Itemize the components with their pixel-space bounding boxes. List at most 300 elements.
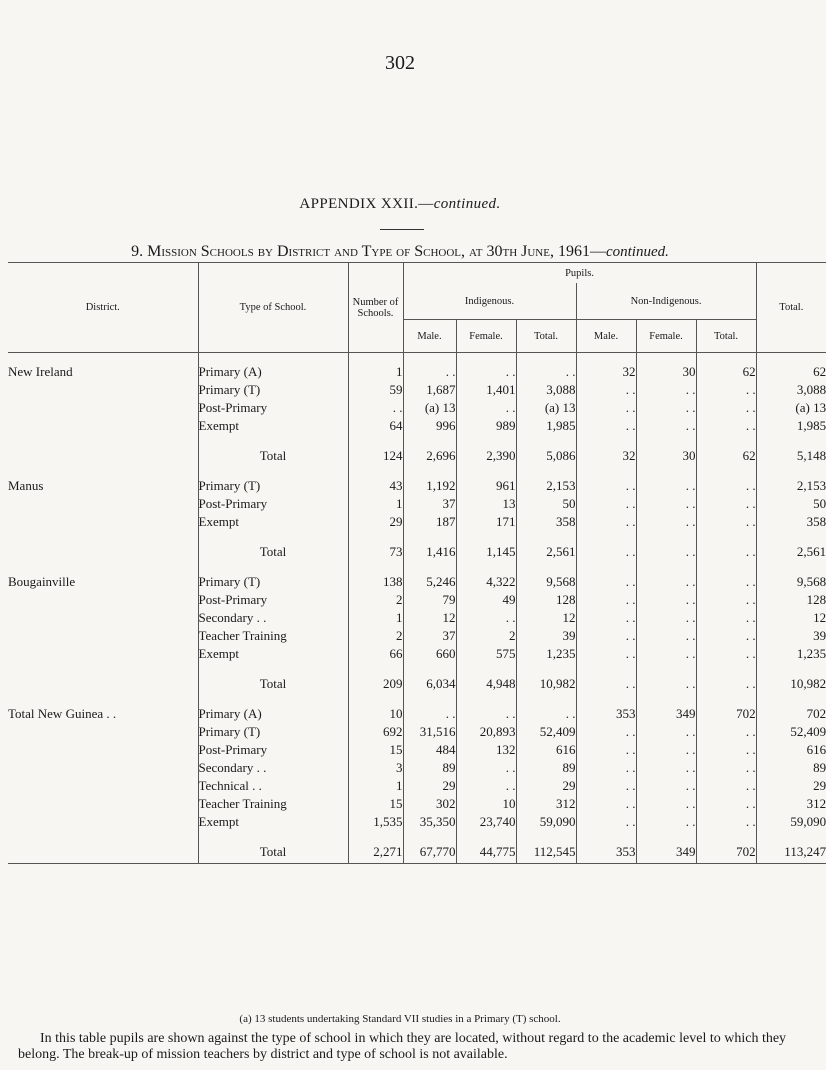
number-of-schools-cell: 73 xyxy=(348,541,403,563)
table-body xyxy=(8,353,826,864)
table-row xyxy=(8,645,826,663)
spacer-row xyxy=(8,831,826,841)
spacer-row xyxy=(8,531,826,541)
header-pupils: Pupils. xyxy=(403,263,756,284)
spacer-cell xyxy=(348,695,403,705)
spacer-cell xyxy=(456,831,516,841)
spacer-row xyxy=(8,353,826,364)
indigenous-male-cell: . . xyxy=(403,363,456,381)
spacer-cell xyxy=(576,831,636,841)
total-cell: 10,982 xyxy=(756,673,826,695)
non-indigenous-total-cell: . . xyxy=(696,573,756,591)
spacer-row xyxy=(8,435,826,445)
district-name: Bougainville xyxy=(8,574,76,589)
appendix-heading xyxy=(0,196,800,213)
table-row xyxy=(8,723,826,741)
district-cell xyxy=(8,627,198,645)
table-row xyxy=(8,381,826,399)
indigenous-male-cell: 660 xyxy=(403,645,456,663)
indigenous-total-cell: 112,545 xyxy=(516,841,576,864)
table-row xyxy=(8,705,826,723)
number-of-schools-cell: 15 xyxy=(348,741,403,759)
type-of-school-cell: Exempt xyxy=(198,417,348,435)
header-non-indigenous-female: Female. xyxy=(636,320,696,353)
non-indigenous-male-cell: 353 xyxy=(576,841,636,864)
non-indigenous-male-cell: . . xyxy=(576,495,636,513)
non-indigenous-female-cell: 30 xyxy=(636,363,696,381)
spacer-cell xyxy=(696,435,756,445)
district-cell xyxy=(8,777,198,795)
number-of-schools-cell: 66 xyxy=(348,645,403,663)
non-indigenous-male-cell: . . xyxy=(576,645,636,663)
spacer-cell xyxy=(348,467,403,477)
non-indigenous-female-cell: . . xyxy=(636,399,696,417)
number-of-schools-cell: 1,535 xyxy=(348,813,403,831)
indigenous-total-cell: 89 xyxy=(516,759,576,777)
spacer-cell xyxy=(516,467,576,477)
district-cell xyxy=(8,813,198,831)
indigenous-female-cell: 2,390 xyxy=(456,445,516,467)
spacer-cell xyxy=(696,695,756,705)
indigenous-female-cell: . . xyxy=(456,399,516,417)
district-cell xyxy=(8,645,198,663)
non-indigenous-total-cell: 62 xyxy=(696,445,756,467)
spacer-cell xyxy=(576,563,636,573)
non-indigenous-female-cell: 349 xyxy=(636,705,696,723)
district-cell xyxy=(8,513,198,531)
spacer-cell xyxy=(576,531,636,541)
spacer-cell xyxy=(696,467,756,477)
table-row xyxy=(8,477,826,495)
spacer-cell xyxy=(696,531,756,541)
non-indigenous-female-cell: . . xyxy=(636,591,696,609)
non-indigenous-total-cell: . . xyxy=(696,627,756,645)
spacer-cell xyxy=(198,531,348,541)
indigenous-total-cell: 50 xyxy=(516,495,576,513)
non-indigenous-female-cell: . . xyxy=(636,673,696,695)
total-label: Total xyxy=(198,541,348,563)
spacer-cell xyxy=(636,467,696,477)
total-cell: (a) 13 xyxy=(756,399,826,417)
indigenous-female-cell: . . xyxy=(456,759,516,777)
spacer-cell xyxy=(696,353,756,364)
indigenous-total-cell: 128 xyxy=(516,591,576,609)
non-indigenous-total-cell: . . xyxy=(696,399,756,417)
header-number-of-schools: Number of Schools. xyxy=(348,263,403,353)
non-indigenous-male-cell: . . xyxy=(576,813,636,831)
total-cell: 1,985 xyxy=(756,417,826,435)
header-indigenous-female: Female. xyxy=(456,320,516,353)
non-indigenous-total-cell: . . xyxy=(696,645,756,663)
indigenous-female-cell: 13 xyxy=(456,495,516,513)
non-indigenous-female-cell: . . xyxy=(636,541,696,563)
indigenous-female-cell: 20,893 xyxy=(456,723,516,741)
spacer-cell xyxy=(756,353,826,364)
indigenous-male-cell: 1,416 xyxy=(403,541,456,563)
indigenous-total-cell: . . xyxy=(516,363,576,381)
non-indigenous-male-cell: . . xyxy=(576,759,636,777)
indigenous-female-cell: 171 xyxy=(456,513,516,531)
non-indigenous-total-cell: . . xyxy=(696,673,756,695)
non-indigenous-total-cell: . . xyxy=(696,513,756,531)
spacer-cell xyxy=(516,435,576,445)
total-cell: 62 xyxy=(756,363,826,381)
non-indigenous-total-cell: . . xyxy=(696,723,756,741)
number-of-schools-cell: 3 xyxy=(348,759,403,777)
non-indigenous-total-cell: . . xyxy=(696,777,756,795)
indigenous-male-cell: 31,516 xyxy=(403,723,456,741)
spacer-cell xyxy=(516,563,576,573)
indigenous-male-cell: 1,192 xyxy=(403,477,456,495)
spacer-cell xyxy=(516,831,576,841)
district-name: Total New Guinea . . xyxy=(8,706,117,721)
indigenous-female-cell: 961 xyxy=(456,477,516,495)
header-indigenous-male: Male. xyxy=(403,320,456,353)
header-total: Total. xyxy=(756,263,826,353)
indigenous-male-cell: 12 xyxy=(403,609,456,627)
header-district: District. xyxy=(8,263,198,353)
spacer-cell xyxy=(636,353,696,364)
indigenous-male-cell: (a) 13 xyxy=(403,399,456,417)
table-title xyxy=(10,243,790,261)
non-indigenous-male-cell: . . xyxy=(576,477,636,495)
non-indigenous-female-cell: . . xyxy=(636,777,696,795)
spacer-cell xyxy=(636,695,696,705)
non-indigenous-total-cell: 62 xyxy=(696,363,756,381)
spacer-cell xyxy=(403,467,456,477)
indigenous-male-cell: 29 xyxy=(403,777,456,795)
spacer-cell xyxy=(516,663,576,673)
type-of-school-cell: Primary (T) xyxy=(198,477,348,495)
spacer-cell xyxy=(198,663,348,673)
table-row xyxy=(8,417,826,435)
spacer-cell xyxy=(198,831,348,841)
non-indigenous-female-cell: . . xyxy=(636,795,696,813)
district-name: New Ireland xyxy=(8,364,73,379)
spacer-cell xyxy=(576,663,636,673)
spacer-cell xyxy=(8,353,198,364)
explanatory-paragraph: In this table pupils are shown against the type of school in which they are located, without regard to the academic level to which they belong. The break-up of mission teachers by district and type of school is not available. xyxy=(18,1031,787,1062)
district-name: Manus xyxy=(8,478,44,493)
number-of-schools-cell: 209 xyxy=(348,673,403,695)
total-cell: 3,088 xyxy=(756,381,826,399)
total-row xyxy=(8,673,826,695)
spacer-cell xyxy=(348,831,403,841)
district-cell xyxy=(8,741,198,759)
spacer-cell xyxy=(198,353,348,364)
total-cell: 113,247 xyxy=(756,841,826,864)
district-cell xyxy=(8,591,198,609)
district-cell xyxy=(8,673,198,695)
non-indigenous-total-cell: . . xyxy=(696,381,756,399)
spacer-cell xyxy=(456,531,516,541)
indigenous-female-cell: 44,775 xyxy=(456,841,516,864)
type-of-school-cell: Post-Primary xyxy=(198,741,348,759)
spacer-cell xyxy=(756,531,826,541)
total-cell: 702 xyxy=(756,705,826,723)
number-of-schools-cell: 2 xyxy=(348,627,403,645)
spacer-cell xyxy=(8,531,198,541)
header-non-indigenous-total: Total. xyxy=(696,320,756,353)
non-indigenous-female-cell: . . xyxy=(636,723,696,741)
spacer-cell xyxy=(516,353,576,364)
total-cell: 312 xyxy=(756,795,826,813)
number-of-schools-cell: 10 xyxy=(348,705,403,723)
indigenous-male-cell: 37 xyxy=(403,627,456,645)
non-indigenous-total-cell: 702 xyxy=(696,841,756,864)
type-of-school-cell: Exempt xyxy=(198,813,348,831)
type-of-school-cell: Exempt xyxy=(198,645,348,663)
indigenous-male-cell: . . xyxy=(403,705,456,723)
spacer-row xyxy=(8,663,826,673)
indigenous-male-cell: 187 xyxy=(403,513,456,531)
header-non-indigenous: Non-Indigenous. xyxy=(576,283,756,320)
indigenous-female-cell: 4,322 xyxy=(456,573,516,591)
non-indigenous-male-cell: 32 xyxy=(576,445,636,467)
number-of-schools-cell: 138 xyxy=(348,573,403,591)
non-indigenous-total-cell: . . xyxy=(696,759,756,777)
indigenous-female-cell: 49 xyxy=(456,591,516,609)
header-type-of-school: Type of School. xyxy=(198,263,348,353)
number-of-schools-cell: 64 xyxy=(348,417,403,435)
table-row xyxy=(8,573,826,591)
non-indigenous-total-cell: . . xyxy=(696,609,756,627)
indigenous-male-cell: 1,687 xyxy=(403,381,456,399)
spacer-cell xyxy=(348,435,403,445)
spacer-cell xyxy=(636,435,696,445)
spacer-cell xyxy=(403,435,456,445)
district-cell xyxy=(8,495,198,513)
indigenous-male-cell: 35,350 xyxy=(403,813,456,831)
indigenous-male-cell: 79 xyxy=(403,591,456,609)
total-cell: 89 xyxy=(756,759,826,777)
spacer-cell xyxy=(636,563,696,573)
indigenous-total-cell: . . xyxy=(516,705,576,723)
non-indigenous-total-cell: . . xyxy=(696,813,756,831)
type-of-school-cell: Primary (A) xyxy=(198,705,348,723)
statistics-table xyxy=(8,262,826,864)
spacer-cell xyxy=(403,663,456,673)
spacer-cell xyxy=(348,563,403,573)
heading-rule xyxy=(380,229,424,230)
indigenous-total-cell: 10,982 xyxy=(516,673,576,695)
non-indigenous-female-cell: . . xyxy=(636,513,696,531)
non-indigenous-total-cell: . . xyxy=(696,541,756,563)
district-cell xyxy=(8,795,198,813)
non-indigenous-female-cell: . . xyxy=(636,645,696,663)
indigenous-total-cell: 2,561 xyxy=(516,541,576,563)
number-of-schools-cell: 124 xyxy=(348,445,403,467)
total-cell: 616 xyxy=(756,741,826,759)
type-of-school-cell: Secondary . . xyxy=(198,759,348,777)
spacer-cell xyxy=(456,563,516,573)
non-indigenous-female-cell: 349 xyxy=(636,841,696,864)
indigenous-total-cell: 59,090 xyxy=(516,813,576,831)
indigenous-female-cell: 10 xyxy=(456,795,516,813)
spacer-cell xyxy=(8,435,198,445)
spacer-row xyxy=(8,467,826,477)
type-of-school-cell: Primary (T) xyxy=(198,381,348,399)
number-of-schools-cell: . . xyxy=(348,399,403,417)
non-indigenous-total-cell: . . xyxy=(696,495,756,513)
non-indigenous-total-cell: . . xyxy=(696,741,756,759)
spacer-cell xyxy=(348,663,403,673)
spacer-cell xyxy=(636,663,696,673)
spacer-cell xyxy=(756,695,826,705)
indigenous-male-cell: 6,034 xyxy=(403,673,456,695)
non-indigenous-male-cell: . . xyxy=(576,417,636,435)
non-indigenous-female-cell: . . xyxy=(636,495,696,513)
spacer-cell xyxy=(516,531,576,541)
district-cell xyxy=(8,399,198,417)
indigenous-female-cell: 132 xyxy=(456,741,516,759)
non-indigenous-male-cell: . . xyxy=(576,381,636,399)
table-row xyxy=(8,399,826,417)
non-indigenous-male-cell: . . xyxy=(576,609,636,627)
spacer-cell xyxy=(636,831,696,841)
type-of-school-cell: Post-Primary xyxy=(198,495,348,513)
spacer-cell xyxy=(576,695,636,705)
table-row xyxy=(8,741,826,759)
spacer-cell xyxy=(456,663,516,673)
indigenous-female-cell: 4,948 xyxy=(456,673,516,695)
spacer-cell xyxy=(198,695,348,705)
total-row xyxy=(8,541,826,563)
indigenous-female-cell: 575 xyxy=(456,645,516,663)
total-cell: 5,148 xyxy=(756,445,826,467)
spacer-cell xyxy=(198,435,348,445)
non-indigenous-male-cell: . . xyxy=(576,741,636,759)
total-label: Total xyxy=(198,445,348,467)
number-of-schools-cell: 43 xyxy=(348,477,403,495)
spacer-cell xyxy=(8,663,198,673)
type-of-school-cell: Primary (T) xyxy=(198,573,348,591)
indigenous-female-cell: 1,401 xyxy=(456,381,516,399)
indigenous-female-cell: 1,145 xyxy=(456,541,516,563)
header-indigenous: Indigenous. xyxy=(403,283,576,320)
table-row xyxy=(8,609,826,627)
indigenous-total-cell: 2,153 xyxy=(516,477,576,495)
non-indigenous-male-cell: . . xyxy=(576,541,636,563)
indigenous-total-cell: 3,088 xyxy=(516,381,576,399)
spacer-cell xyxy=(756,467,826,477)
header-indigenous-total: Total. xyxy=(516,320,576,353)
district-cell xyxy=(8,841,198,864)
type-of-school-cell: Exempt xyxy=(198,513,348,531)
table-row xyxy=(8,627,826,645)
non-indigenous-male-cell: 32 xyxy=(576,363,636,381)
spacer-cell xyxy=(696,663,756,673)
total-cell: 9,568 xyxy=(756,573,826,591)
type-of-school-cell: Teacher Training xyxy=(198,627,348,645)
number-of-schools-cell: 15 xyxy=(348,795,403,813)
indigenous-total-cell: 12 xyxy=(516,609,576,627)
total-cell: 29 xyxy=(756,777,826,795)
spacer-row xyxy=(8,563,826,573)
indigenous-male-cell: 484 xyxy=(403,741,456,759)
indigenous-female-cell: 23,740 xyxy=(456,813,516,831)
non-indigenous-total-cell: . . xyxy=(696,795,756,813)
non-indigenous-male-cell: . . xyxy=(576,573,636,591)
indigenous-male-cell: 996 xyxy=(403,417,456,435)
non-indigenous-female-cell: . . xyxy=(636,813,696,831)
indigenous-female-cell: . . xyxy=(456,705,516,723)
spacer-cell xyxy=(8,467,198,477)
number-of-schools-cell: 1 xyxy=(348,363,403,381)
non-indigenous-female-cell: . . xyxy=(636,381,696,399)
spacer-cell xyxy=(636,531,696,541)
total-cell: 52,409 xyxy=(756,723,826,741)
type-of-school-cell: Primary (A) xyxy=(198,363,348,381)
total-cell: 12 xyxy=(756,609,826,627)
indigenous-male-cell: 89 xyxy=(403,759,456,777)
table-title-continued: continued. xyxy=(605,244,669,260)
indigenous-male-cell: 37 xyxy=(403,495,456,513)
spacer-cell xyxy=(696,563,756,573)
type-of-school-cell: Post-Primary xyxy=(198,591,348,609)
spacer-cell xyxy=(576,435,636,445)
non-indigenous-male-cell: . . xyxy=(576,399,636,417)
indigenous-total-cell: 1,235 xyxy=(516,645,576,663)
spacer-cell xyxy=(456,467,516,477)
page-number: 302 xyxy=(385,52,415,74)
spacer-cell xyxy=(403,831,456,841)
indigenous-total-cell: 29 xyxy=(516,777,576,795)
table-row xyxy=(8,591,826,609)
indigenous-total-cell: 39 xyxy=(516,627,576,645)
spacer-cell xyxy=(756,563,826,573)
indigenous-total-cell: 1,985 xyxy=(516,417,576,435)
spacer-cell xyxy=(756,831,826,841)
spacer-cell xyxy=(198,563,348,573)
indigenous-total-cell: 5,086 xyxy=(516,445,576,467)
spacer-cell xyxy=(456,695,516,705)
non-indigenous-female-cell: . . xyxy=(636,609,696,627)
total-label: Total xyxy=(198,841,348,864)
table-row xyxy=(8,813,826,831)
spacer-cell xyxy=(403,563,456,573)
table-row xyxy=(8,363,826,381)
number-of-schools-cell: 59 xyxy=(348,381,403,399)
type-of-school-cell: Teacher Training xyxy=(198,795,348,813)
total-cell: 2,561 xyxy=(756,541,826,563)
spacer-cell xyxy=(696,831,756,841)
total-row xyxy=(8,841,826,864)
non-indigenous-male-cell: . . xyxy=(576,627,636,645)
table-row xyxy=(8,777,826,795)
spacer-cell xyxy=(198,467,348,477)
non-indigenous-female-cell: . . xyxy=(636,573,696,591)
non-indigenous-female-cell: . . xyxy=(636,477,696,495)
spacer-cell xyxy=(576,353,636,364)
number-of-schools-cell: 1 xyxy=(348,495,403,513)
non-indigenous-male-cell: . . xyxy=(576,777,636,795)
indigenous-female-cell: 2 xyxy=(456,627,516,645)
number-of-schools-cell: 29 xyxy=(348,513,403,531)
indigenous-female-cell: . . xyxy=(456,363,516,381)
indigenous-total-cell: 52,409 xyxy=(516,723,576,741)
number-of-schools-cell: 2,271 xyxy=(348,841,403,864)
spacer-cell xyxy=(456,353,516,364)
spacer-cell xyxy=(8,563,198,573)
non-indigenous-female-cell: . . xyxy=(636,741,696,759)
number-of-schools-cell: 692 xyxy=(348,723,403,741)
non-indigenous-male-cell: . . xyxy=(576,673,636,695)
indigenous-total-cell: (a) 13 xyxy=(516,399,576,417)
table-row xyxy=(8,513,826,531)
district-cell xyxy=(8,445,198,467)
indigenous-total-cell: 312 xyxy=(516,795,576,813)
